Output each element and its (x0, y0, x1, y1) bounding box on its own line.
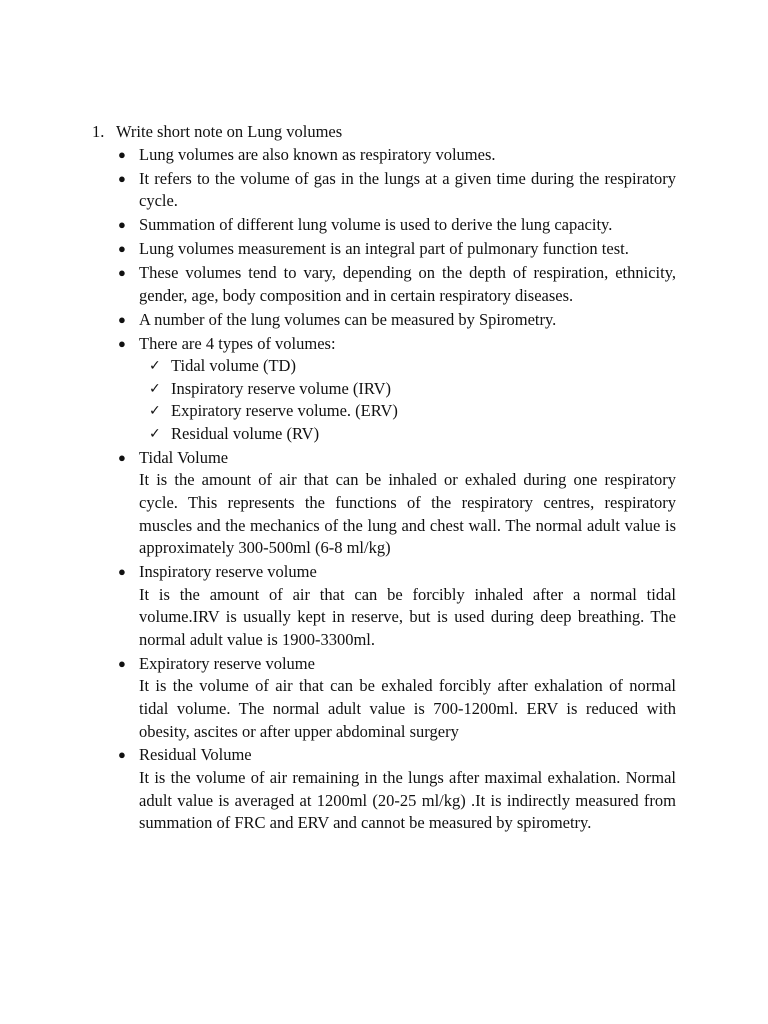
list-item (116, 333, 676, 446)
volume-type-item (139, 378, 676, 401)
volume-types-list (139, 355, 676, 445)
bullet-icon: ● (118, 335, 126, 351)
bullet-icon: ● (118, 170, 126, 186)
section-body: It is the volume of air that can be exhaled forcibly after exhalation of normal tidal volume. The normal adult value is 700-1200ml. ERV is reduced with obesity, ascites or after upper abdominal surgery (139, 676, 676, 741)
question-number: 1. (92, 122, 105, 141)
checkmark-icon: ✓ (149, 403, 161, 420)
bullet-icon: ● (118, 311, 126, 327)
bullet-icon: ● (118, 265, 126, 281)
list-item (116, 144, 676, 167)
section-body: It is the amount of air that can be inhaled or exhaled during one respiratory cycle. This represents the functions of the respiratory centres, respiratory muscles and the mechanics of the lung and chest wall. The normal adult value is approximately 300-500ml (6-8 ml/kg) (139, 470, 676, 558)
checkmark-icon: ✓ (149, 380, 161, 397)
section-item-tidal-volume (116, 447, 676, 560)
list-item-text: Lung volumes measurement is an integral part of pulmonary function test. (139, 239, 629, 259)
notes-list (116, 144, 676, 836)
section-item-residual-volume (116, 744, 676, 834)
list-item-text: It refers to the volume of gas in the lungs at a given time during the respiratory cycle. (139, 168, 676, 211)
bullet-icon: ● (118, 217, 126, 233)
list-item (116, 309, 676, 332)
bullet-icon: ● (118, 147, 126, 162)
list-item-text: Lung volumes are also known as respiratory volumes. (139, 145, 496, 164)
bullet-icon: ● (118, 449, 126, 465)
list-item-text: Summation of different lung volume is used to derive the lung capacity. (139, 215, 613, 235)
list-item (116, 262, 676, 307)
section-body: It is the amount of air that can be forcibly inhaled after a normal tidal volume.IRV is usually kept in reserve, but is used during deep breathing. The normal adult value is 1900-3300ml. (139, 584, 676, 649)
bullet-icon: ● (118, 747, 126, 763)
list-item-text: These volumes tend to vary, depending on the depth of respiration, ethnicity, gender, age, body composition and in certain respiratory diseases. (139, 263, 676, 305)
bullet-icon: ● (118, 655, 126, 671)
section-item-expiratory-reserve-volume (116, 653, 676, 743)
section-title: Expiratory reserve volume (139, 653, 315, 673)
volume-type-item (139, 423, 676, 446)
list-item (116, 238, 676, 261)
section-title: Inspiratory reserve volume (139, 562, 317, 582)
volume-type-label: Inspiratory reserve volume (IRV) (171, 378, 391, 398)
volume-type-item (139, 355, 676, 378)
section-item-inspiratory-reserve-volume (116, 561, 676, 651)
list-item-text: There are 4 types of volumes: (139, 333, 336, 353)
checkmark-icon: ✓ (149, 358, 161, 375)
bullet-icon: ● (118, 564, 126, 580)
volume-type-item (139, 400, 676, 423)
section-title: Tidal Volume (139, 447, 229, 467)
list-item (116, 168, 676, 213)
section-title: Residual Volume (139, 745, 252, 765)
question-heading (92, 121, 342, 143)
checkmark-icon: ✓ (149, 425, 161, 442)
section-body: It is the volume of air remaining in the lungs after maximal exhalation. Normal adult value is averaged at 1200ml (20-25 ml/kg) .It is indirectly measured from summation of FRC and ERV and cannot be measured by spirometry. (139, 768, 676, 833)
list-item-text: A number of the lung volumes can be measured by Spirometry. (139, 309, 557, 329)
volume-type-label: Tidal volume (TD) (171, 356, 296, 376)
question-title: Write short note on Lung volumes (116, 122, 343, 141)
volume-type-label: Expiratory reserve volume. (ERV) (171, 401, 398, 421)
volume-type-label: Residual volume (RV) (171, 423, 320, 443)
list-item (116, 214, 676, 237)
bullet-icon: ● (118, 241, 126, 257)
